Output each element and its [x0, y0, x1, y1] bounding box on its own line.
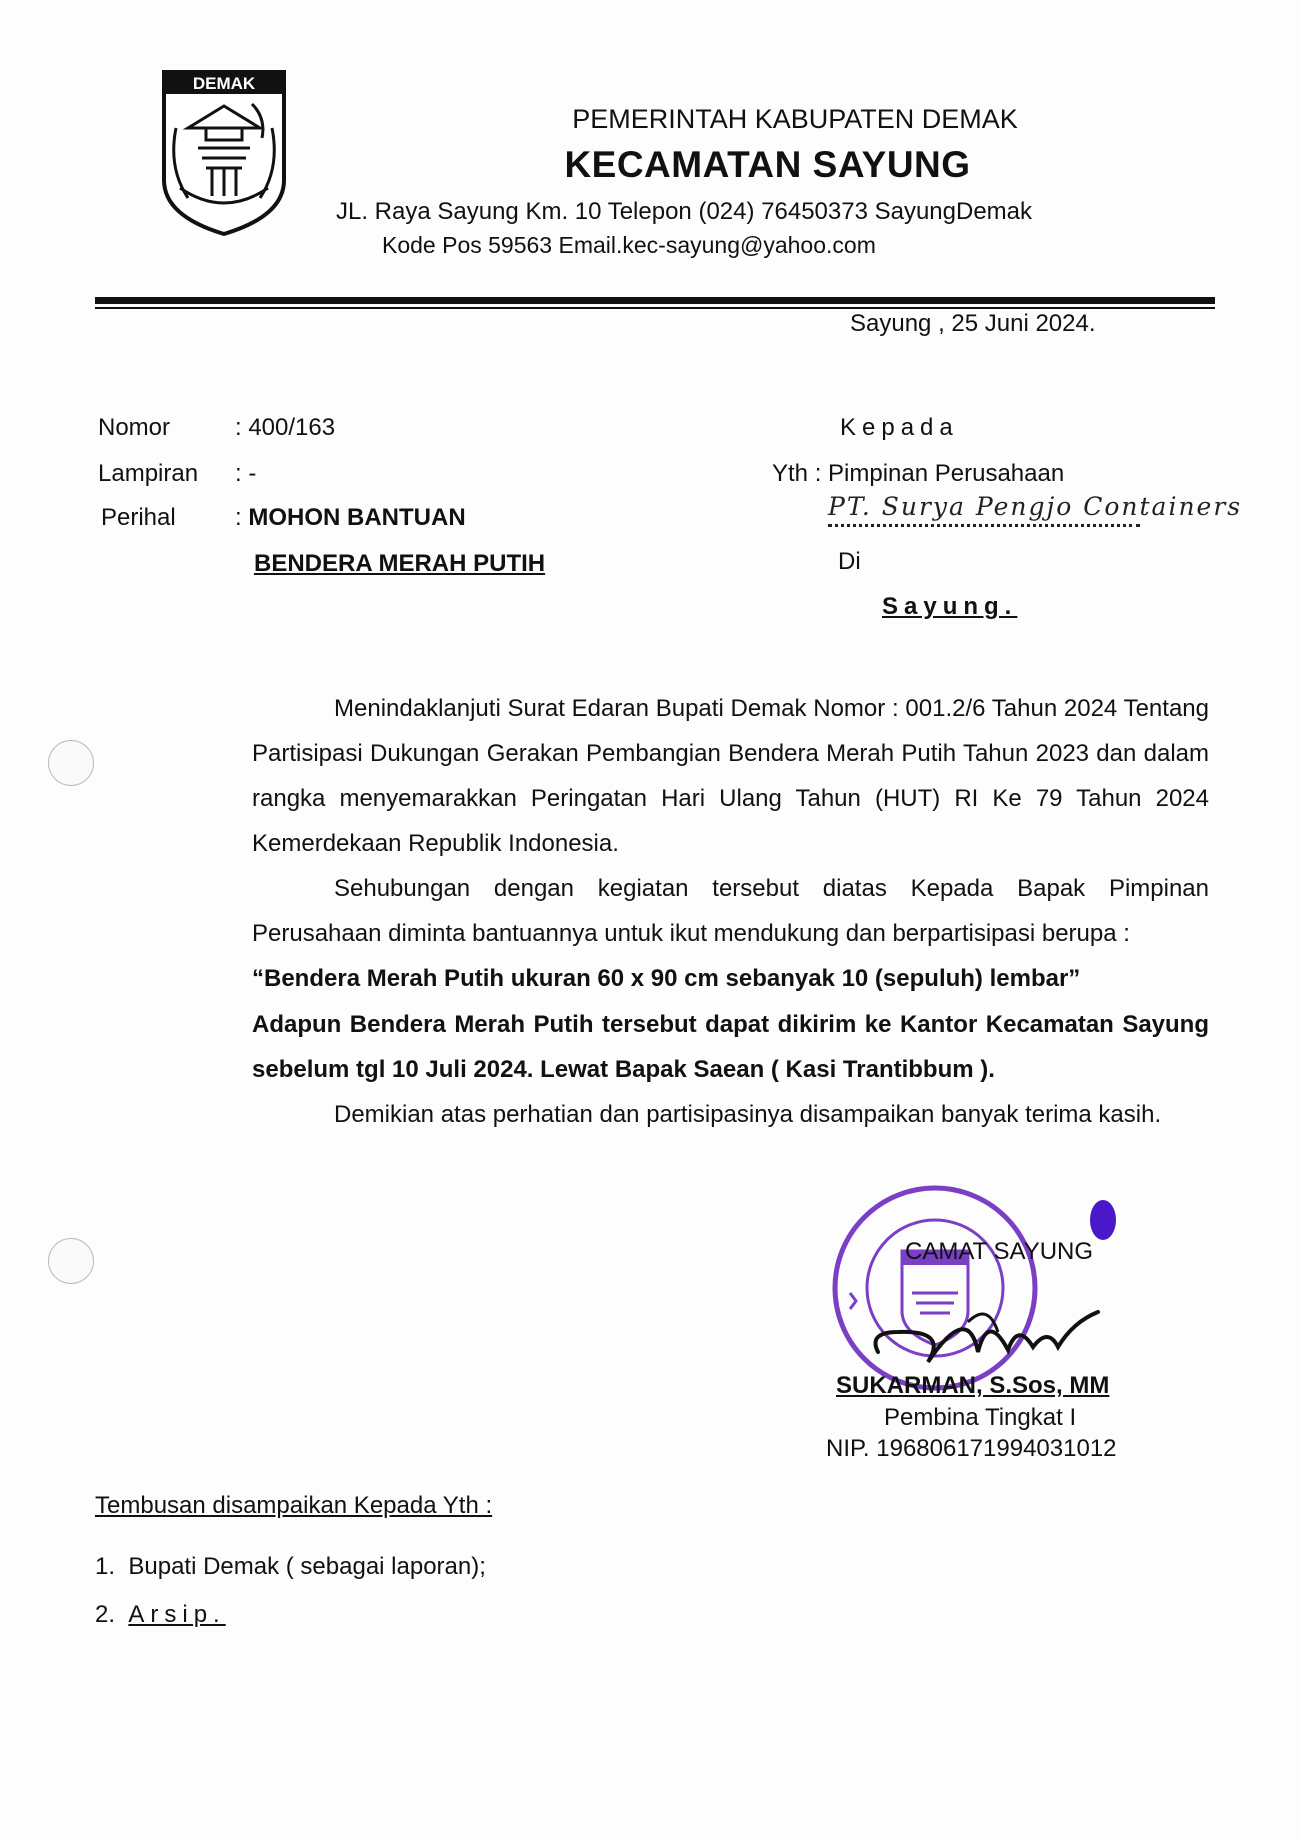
signatory-title: CAMAT SAYUNG	[905, 1238, 1094, 1265]
gov-name: PEMERINTAH KABUPATEN DEMAK	[572, 104, 1018, 134]
body-paragraph-4: Adapun Bendera Merah Putih tersebut dapat dikirim ke Kantor Kecamatan Sayung sebelum tgl 10 Juli 2024. Lewat Bapak Saean ( Kasi Trantibbum ).	[252, 1011, 1209, 1083]
cc-item	[95, 1601, 226, 1629]
lampiran-label: Lampiran	[98, 460, 199, 487]
perihal-line1: MOHON BANTUAN	[248, 504, 466, 531]
nomor-label: Nomor	[98, 414, 171, 441]
cc-item-number: 2.	[95, 1601, 116, 1628]
ink-blot	[1090, 1200, 1116, 1240]
cc-item-number: 1.	[95, 1553, 116, 1580]
lampiran-value: : -	[235, 460, 257, 487]
perihal-colon: :	[235, 504, 249, 531]
perihal-value	[235, 504, 466, 532]
letter-date: Sayung , 25 Juni 2024.	[850, 310, 1096, 337]
perihal-line2: BENDERA MERAH PUTIH	[254, 550, 546, 577]
signatory-rank: Pembina Tingkat I	[884, 1404, 1077, 1431]
recipient-place: Sayung.	[882, 593, 1018, 620]
body-paragraph-1: Menindaklanjuti Surat Edaran Bupati Demak Nomor : 001.2/6 Tahun 2024 Tentang Partisipasi Dukungan Gerakan Pembangian Bendera Merah Putih Tahun 2023 dan dalam rangka menyemarakkan Peringatan Hari Ulang Tahun (HUT) RI Ke 79 Tahun 2024 Kemerdekaan Republik Indonesia.	[252, 695, 1209, 857]
nomor-value: : 400/163	[235, 414, 336, 441]
logo-text: DEMAK	[192, 74, 256, 93]
header-rule-thin	[95, 307, 1215, 309]
di-label: Di	[838, 548, 861, 575]
punch-hole-top	[48, 740, 94, 786]
signatory-nip: NIP. 196806171994031012	[826, 1435, 1117, 1462]
cc-heading: Tembusan disampaikan Kepada Yth :	[95, 1492, 493, 1519]
signatory-name: SUKARMAN, S.Sos, MM	[836, 1372, 1110, 1399]
cc-item-text: Bupati Demak ( sebagai laporan);	[128, 1553, 486, 1580]
cc-item	[95, 1553, 486, 1581]
punch-hole-bottom	[48, 1238, 94, 1284]
office-postal-email: Kode Pos 59563 Email.kec-sayung@yahoo.com	[382, 232, 876, 258]
header-rule-thick	[95, 297, 1215, 304]
office-address: JL. Raya Sayung Km. 10 Telepon (024) 76450373 SayungDemak	[336, 198, 1033, 225]
handwritten-signature	[858, 1292, 1108, 1382]
body-quote: “Bendera Merah Putih ukuran 60 x 90 cm sebanyak 10 (sepuluh) lembar”	[252, 965, 1081, 992]
body-paragraph-2: Sehubungan dengan kegiatan tersebut diatas Kepada Bapak Pimpinan Perusahaan diminta bantuannya untuk ikut mendukung dan berpartisipasi berupa :	[252, 875, 1209, 947]
perihal-label: Perihal	[101, 504, 176, 531]
cc-item-text: Arsip.	[128, 1601, 226, 1628]
body-closing: Demikian atas perhatian dan partisipasinya disampaikan banyak terima kasih.	[334, 1101, 1162, 1128]
kepada-label: Kepada	[840, 414, 959, 441]
handwritten-company: PT. Surya Pengjo Containers	[828, 492, 1243, 521]
yth-line: Yth : Pimpinan Perusahaan	[772, 460, 1065, 487]
dotted-line	[828, 524, 1140, 527]
office-name: KECAMATAN SAYUNG	[564, 144, 971, 185]
